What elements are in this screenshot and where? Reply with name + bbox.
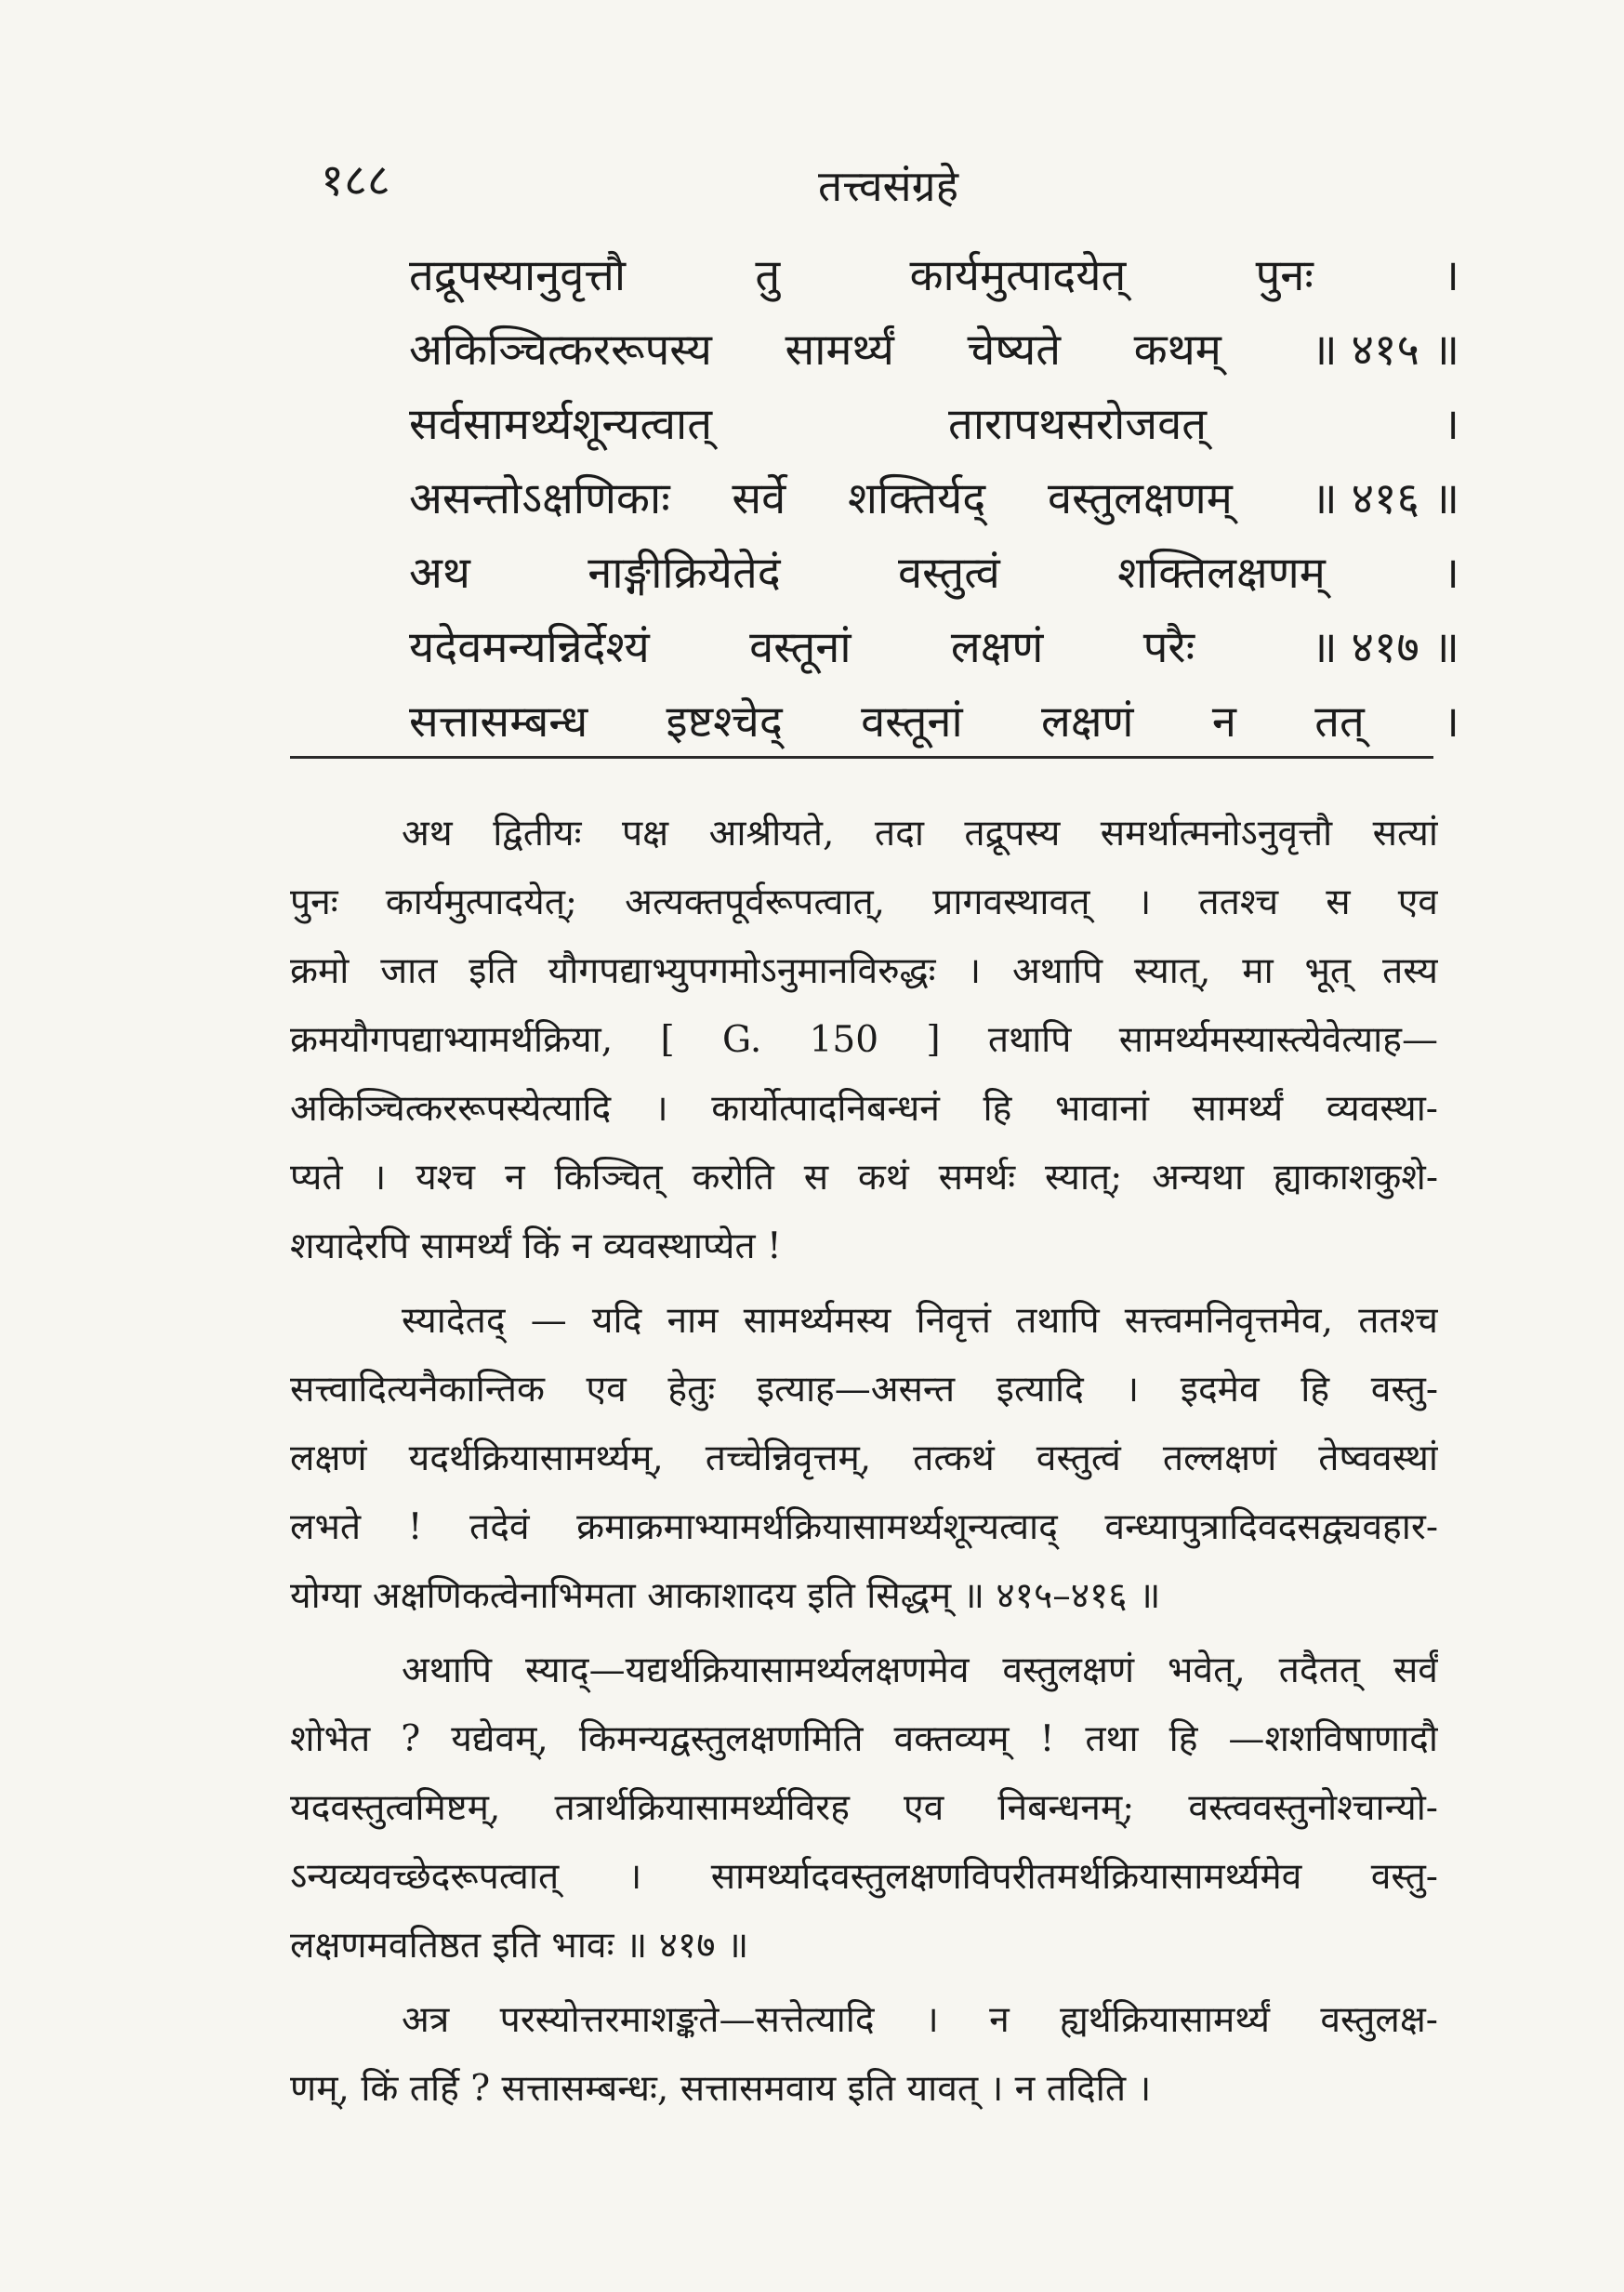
verse-word: तु xyxy=(755,250,781,301)
commentary-line: क्रमयौगपद्याभ्यामर्थक्रिया, [ G. 150 ] तथापि सामर्थ्यमस्यास्त्येवेत्याह— xyxy=(290,1019,1438,1061)
verse-word: तत् xyxy=(1314,696,1365,748)
commentary-line: अत्र परस्योत्तरमाशङ्कते—सत्तेत्यादि । न ह्यर्थक्रियासामर्थ्यं वस्तुलक्ष- xyxy=(402,1999,1438,2041)
verse-block xyxy=(409,244,1459,764)
commentary-line: शोभेत ? यद्येवम्, किमन्यद्वस्तुलक्षणमिति वक्तव्यम् ! तथा हि —शशविषाणादौ xyxy=(290,1718,1438,1760)
verse-word: कार्यमुत्पादयेत् xyxy=(909,250,1127,301)
verse-word: तद्रूपस्यानुवृत्तौ xyxy=(409,250,627,301)
verse-word: इष्टश्चेद् xyxy=(666,696,783,748)
verse-word: लक्षणं xyxy=(950,622,1044,673)
verse-word: शक्तिर्यद् xyxy=(847,473,986,524)
verse-word: तारापथसरोजवत् xyxy=(948,399,1208,450)
commentary-block xyxy=(290,800,1438,2124)
verse-number: ॥ ४१५ ॥ xyxy=(1311,325,1459,376)
verse-line xyxy=(409,541,1459,616)
page-header xyxy=(0,139,1624,214)
commentary-paragraph xyxy=(290,1636,1438,1981)
commentary-line: अथ द्वितीयः पक्ष आश्रीयते, तदा तद्रूपस्य समर्थात्मनोऽनुवृत्तौ सत्यां xyxy=(402,813,1438,855)
verse-word: अथ xyxy=(409,548,470,599)
verse-word: सामर्थ्यं xyxy=(785,325,894,376)
verse-number: ॥ ४१६ ॥ xyxy=(1311,473,1459,524)
verse-word: । xyxy=(1443,399,1459,450)
verse-line xyxy=(409,690,1459,764)
verse-word: सत्तासम्बन्ध xyxy=(409,696,588,748)
commentary-line: यदवस्तुत्वमिष्टम्, तत्रार्थक्रियासामर्थ्यविरह एव निबन्धनम्; वस्त्ववस्तुनोश्चान्यो- xyxy=(290,1787,1438,1829)
commentary-line: लक्षणं यदर्थक्रियासामर्थ्यम्, तच्चेन्निवृत्तम्, तत्कथं वस्तुत्वं तल्लक्षणं तेष्ववस्थां xyxy=(290,1437,1438,1479)
verse-line xyxy=(409,616,1459,690)
commentary-line: स्यादेतद् — यदि नाम सामर्थ्यमस्य निवृत्तं तथापि सत्त्वमनिवृत्तमेव, ततश्च xyxy=(402,1300,1438,1342)
verse-word: चेष्यते xyxy=(967,325,1062,376)
commentary-paragraph xyxy=(290,800,1438,1281)
verse-word: न xyxy=(1211,696,1236,748)
commentary-line: प्यते । यश्च न किञ्चित् करोति स कथं समर्थः स्यात्; अन्यथा ह्याकाशकुशे- xyxy=(290,1157,1438,1199)
verse-word: अकिञ्चित्कररूपस्य xyxy=(409,325,712,376)
verse-word: पुनः xyxy=(1255,250,1314,301)
verse-word: वस्तुलक्षणम् xyxy=(1047,473,1233,524)
commentary-line: अथापि स्याद्—यद्यर्थक्रियासामर्थ्यलक्षणमेव वस्तुलक्षणं भवेत्, तदैतत् सर्वं xyxy=(402,1649,1438,1691)
verse-word: । xyxy=(1443,548,1459,599)
verse-word: सर्वे xyxy=(732,473,786,524)
commentary-line: णम्, किं तर्हि ? सत्तासम्बन्धः, सत्तासमवाय इति यावत् । न तदिति । xyxy=(290,2068,1152,2110)
verse-line xyxy=(409,318,1459,392)
commentary-line: लभते ! तदेवं क्रमाक्रमाभ्यामर्थक्रियासामर्थ्यशून्यत्वाद् वन्ध्यापुत्रादिवदसद्व्यवहार- xyxy=(290,1506,1438,1548)
verse-line xyxy=(409,467,1459,541)
commentary-paragraph xyxy=(290,1986,1438,2124)
verse-word: नाङ्गीक्रियेतेदं xyxy=(588,548,781,599)
verse-line xyxy=(409,392,1459,467)
section-divider xyxy=(290,756,1433,759)
running-title: तत्त्वसंग्रहे xyxy=(818,161,959,211)
verse-word: वस्तूनां xyxy=(749,622,852,673)
commentary-line: शयादेरपि सामर्थ्यं किं न व्यवस्थाप्येत ! xyxy=(290,1225,782,1267)
verse-line xyxy=(409,244,1459,318)
commentary-line: सत्त्वादित्यनैकान्तिक एव हेतुः इत्याह—असन्त इत्यादि । इदमेव हि वस्तु- xyxy=(290,1369,1438,1411)
verse-number: ॥ ४१७ ॥ xyxy=(1311,622,1459,673)
verse-word: कथम् xyxy=(1133,325,1221,376)
verse-word: वस्तुत्वं xyxy=(897,548,1000,599)
commentary-paragraph xyxy=(290,1287,1438,1631)
verse-word: परैः xyxy=(1142,622,1195,673)
verse-word: सर्वसामर्थ्यशून्यत्वात् xyxy=(409,399,712,450)
verse-word: । xyxy=(1443,696,1459,748)
commentary-line: क्रमो जात इति यौगपद्याभ्युपगमोऽनुमानविरुद्धः । अथापि स्यात्, मा भूत् तस्य xyxy=(290,950,1438,992)
commentary-line: लक्षणमवतिष्ठत इति भावः ॥ ४१७ ॥ xyxy=(290,1925,749,1967)
commentary-line: ऽन्यव्यवच्छेदरूपत्वात् । सामर्थ्यादवस्तुलक्षणविपरीतमर्थक्रियासामर्थ्यमेव वस्तु- xyxy=(290,1856,1438,1898)
verse-word: यदेवमन्यन्निर्देश्यं xyxy=(409,622,650,673)
page-number: १८८ xyxy=(321,154,390,206)
verse-word: । xyxy=(1443,250,1459,301)
commentary-line: अकिञ्चित्कररूपस्येत्यादि । कार्योत्पादनिबन्धनं हि भावानां सामर्थ्यं व्यवस्था- xyxy=(290,1088,1438,1130)
verse-word: शक्तिलक्षणम् xyxy=(1117,548,1326,599)
verse-word: लक्षणं xyxy=(1040,696,1134,748)
commentary-line: पुनः कार्यमुत्पादयेत्; अत्यक्तपूर्वरूपत्वात्, प्रागवस्थावत् । ततश्च स एव xyxy=(290,881,1438,923)
verse-word: वस्तूनां xyxy=(861,696,963,748)
commentary-line: योग्या अक्षणिकत्वेनाभिमता आकाशादय इति सिद्धम् ॥ ४१५–४१६ ॥ xyxy=(290,1575,1161,1617)
verse-word: असन्तोऽक्षणिकाः xyxy=(409,473,670,524)
